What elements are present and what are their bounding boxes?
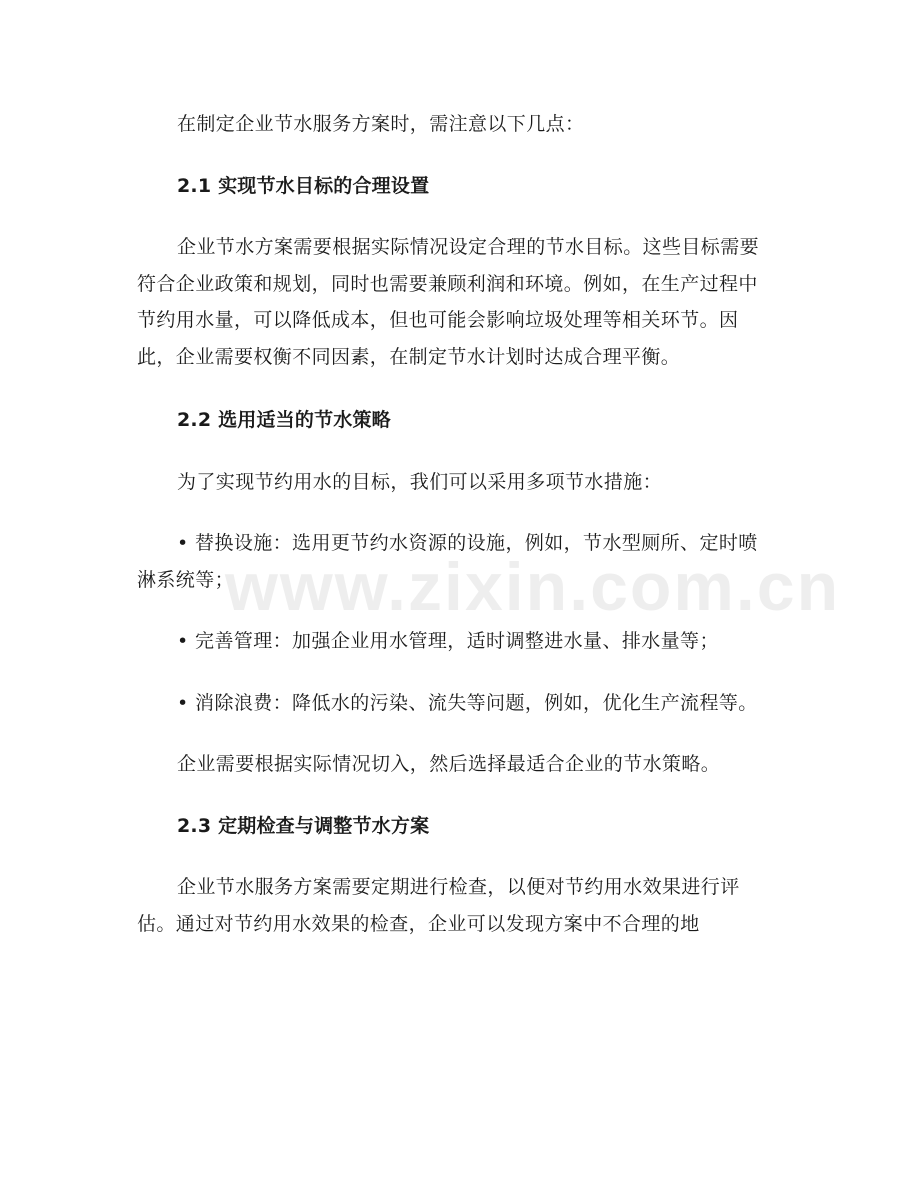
- bullet-item: • 消除浪费：降低水的污染、流失等问题，例如，优化生产流程等。: [177, 691, 758, 714]
- section-heading-2-2: 2.2 选用适当的节水策略: [177, 409, 391, 431]
- section-2-2-lead: 为了实现节约用水的目标，我们可以采用多项节水措施：: [177, 470, 663, 493]
- watermark: www.zixin.com.cn: [225, 549, 841, 625]
- bullet-item: • 完善管理：加强企业用水管理，适时调整进水量、排水量等；: [177, 630, 719, 652]
- section-2-3-paragraph: 企业节水服务方案需要定期进行检查，以便对节约用水效果进行评估。通过对节约用水效果的检查，企业可以发现方案中不合理的地: [137, 876, 740, 935]
- section-2-2-closing: 企业需要根据实际情况切入，然后选择最适合企业的节水策略。: [177, 753, 721, 775]
- bullet-item: • 替换设施：选用更节约水资源的设施，例如，节水型厕所、定时喷淋系统等；: [137, 532, 758, 591]
- intro-paragraph: 在制定企业节水服务方案时，需注意以下几点：: [177, 113, 585, 135]
- section-2-1-paragraph: 企业节水方案需要根据实际情况设定合理的节水目标。这些目标需要符合企业政策和规划，同时也需要兼顾利润和环境。例如，在生产过程中节约用水量，可以降低成本，但也可能会影响垃圾处理等相关环节。因此，企业需要权衡不同因素，在制定节水计划时达成合理平衡。: [137, 236, 760, 368]
- section-heading-2-3: 2.3 定期检查与调整节水方案: [177, 814, 430, 837]
- document-body: [137, 106, 777, 942]
- section-heading-2-1: 2.1 实现节水目标的合理设置: [177, 174, 430, 197]
